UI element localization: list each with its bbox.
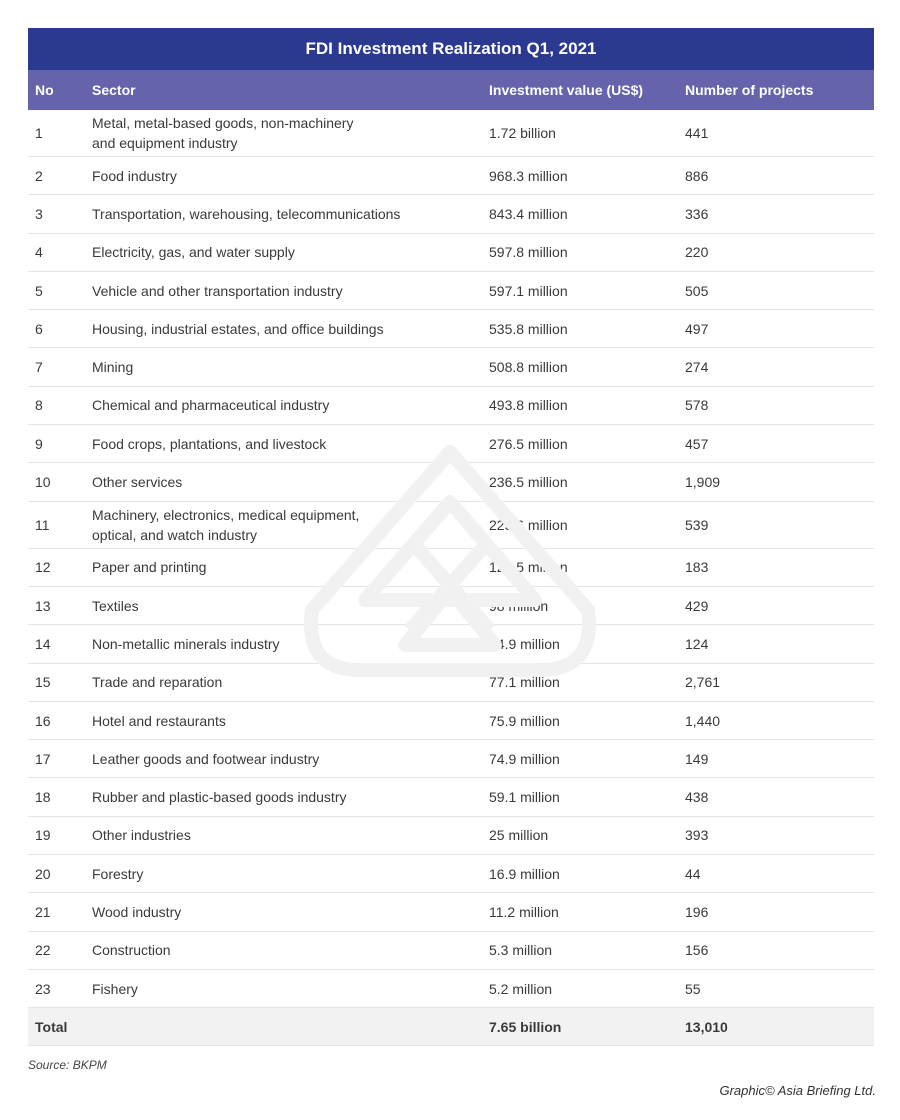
row-no: 23 — [35, 980, 51, 997]
table-row — [28, 893, 874, 931]
row-number-of-projects: 886 — [685, 167, 709, 184]
table-row — [28, 425, 874, 463]
table-row — [28, 740, 874, 778]
table-row — [28, 310, 874, 348]
row-sector: Mining — [92, 359, 134, 376]
row-investment-value: 74.9 million — [489, 750, 560, 767]
row-number-of-projects: 505 — [685, 282, 709, 299]
row-sector: Food crops, plantations, and livestock — [92, 435, 327, 452]
row-number-of-projects: 441 — [685, 125, 709, 141]
row-no: 19 — [35, 827, 51, 844]
row-number-of-projects: 393 — [685, 827, 709, 844]
row-investment-value: 535.8 million — [489, 320, 568, 337]
row-sector: Chemical and pharmaceutical industry — [92, 397, 330, 414]
row-number-of-projects: 497 — [685, 320, 709, 337]
row-sector: Metal, metal-based goods, non-machinery and equipment industry — [92, 115, 354, 151]
table-body — [28, 110, 874, 1008]
row-no: 6 — [35, 320, 43, 337]
row-investment-value: 508.8 million — [489, 359, 568, 376]
table-row — [28, 625, 874, 663]
row-no: 8 — [35, 397, 43, 414]
row-number-of-projects: 274 — [685, 359, 709, 376]
table-row — [28, 702, 874, 740]
row-no: 20 — [35, 865, 51, 882]
row-sector: Housing, industrial estates, and office buildings — [92, 320, 384, 337]
row-investment-value: 25 million — [489, 827, 549, 844]
row-investment-value: 16.9 million — [489, 865, 560, 882]
row-investment-value: 75.9 million — [489, 712, 560, 729]
row-investment-value: 98 million — [489, 597, 549, 614]
row-investment-value: 1.72 billion — [489, 125, 556, 141]
row-sector: Forestry — [92, 865, 144, 882]
total-label: Total — [35, 1018, 68, 1035]
row-sector: Non-metallic minerals industry — [92, 635, 280, 652]
row-sector: Construction — [92, 942, 171, 959]
row-sector: Other services — [92, 474, 183, 491]
row-sector: Electricity, gas, and water supply — [92, 244, 295, 261]
row-sector: Rubber and plastic-based goods industry — [92, 789, 347, 806]
row-no: 22 — [35, 942, 51, 959]
row-sector: Machinery, electronics, medical equipment, optical, and watch industry — [92, 506, 360, 543]
header-sector: Sector — [92, 82, 136, 98]
row-investment-value: 597.8 million — [489, 244, 568, 261]
row-sector: Transportation, warehousing, telecommunications — [92, 205, 401, 222]
row-number-of-projects: 438 — [685, 789, 709, 806]
row-investment-value: 493.8 million — [489, 397, 568, 414]
table-row — [28, 195, 874, 233]
row-number-of-projects: 1,440 — [685, 712, 721, 729]
row-no: 14 — [35, 635, 51, 652]
row-investment-value: 225.6 million — [489, 516, 568, 533]
row-sector: Wood industry — [92, 903, 182, 920]
row-number-of-projects: 429 — [685, 597, 709, 614]
row-sector: Hotel and restaurants — [92, 712, 226, 729]
row-no: 15 — [35, 674, 51, 691]
row-number-of-projects: 149 — [685, 750, 709, 767]
row-number-of-projects: 220 — [685, 244, 709, 261]
row-number-of-projects: 156 — [685, 942, 709, 959]
row-no: 7 — [35, 359, 43, 376]
row-sector: Textiles — [92, 597, 139, 614]
table-row — [28, 549, 874, 587]
row-no: 17 — [35, 750, 51, 767]
row-number-of-projects: 336 — [685, 205, 709, 222]
row-no: 9 — [35, 435, 43, 452]
row-sector: Fishery — [92, 980, 138, 997]
row-no: 13 — [35, 597, 51, 614]
row-investment-value: 236.5 million — [489, 474, 568, 491]
row-investment-value: 84.9 million — [489, 635, 560, 652]
row-investment-value: 843.4 million — [489, 205, 568, 222]
row-sector: Trade and reparation — [92, 674, 223, 691]
table-row — [28, 234, 874, 272]
table-row — [28, 110, 874, 157]
graphic-credit: Graphic© Asia Briefing Ltd. — [719, 1083, 876, 1098]
row-number-of-projects: 196 — [685, 903, 709, 920]
row-no: 21 — [35, 903, 51, 920]
row-number-of-projects: 578 — [685, 397, 709, 414]
table-row — [28, 157, 874, 195]
header-no: No — [35, 82, 54, 98]
row-no: 11 — [35, 516, 50, 533]
row-no: 3 — [35, 205, 43, 222]
table-row — [28, 587, 874, 625]
row-investment-value: 123.5 million — [489, 559, 568, 576]
header-investment-value: Investment value (US$) — [489, 82, 644, 98]
row-sector: Vehicle and other transportation industry — [92, 282, 343, 299]
row-no: 5 — [35, 282, 43, 299]
row-investment-value: 597.1 million — [489, 282, 568, 299]
table-row — [28, 502, 874, 549]
row-number-of-projects: 183 — [685, 559, 709, 576]
row-investment-value: 77.1 million — [489, 674, 560, 691]
table-row — [28, 463, 874, 501]
table-header-row — [28, 70, 874, 110]
row-investment-value: 59.1 million — [489, 789, 560, 806]
row-investment-value: 276.5 million — [489, 435, 568, 452]
row-no: 16 — [35, 712, 51, 729]
row-number-of-projects: 457 — [685, 435, 709, 452]
total-row — [28, 1008, 874, 1046]
row-number-of-projects: 44 — [685, 865, 701, 882]
row-no: 4 — [35, 244, 43, 261]
row-investment-value: 968.3 million — [489, 167, 568, 184]
row-no: 10 — [35, 474, 51, 491]
total-value: 7.65 billion — [489, 1018, 562, 1035]
table-row — [28, 778, 874, 816]
row-investment-value: 11.2 million — [489, 903, 559, 920]
table-row — [28, 970, 874, 1008]
row-sector: Paper and printing — [92, 559, 207, 576]
row-number-of-projects: 539 — [685, 516, 709, 533]
row-investment-value: 5.3 million — [489, 942, 553, 959]
row-sector: Leather goods and footwear industry — [92, 750, 320, 767]
table-row — [28, 817, 874, 855]
table-row — [28, 387, 874, 425]
row-no: 18 — [35, 789, 51, 806]
row-sector: Food industry — [92, 167, 177, 184]
table-title: FDI Investment Realization Q1, 2021 — [28, 28, 874, 70]
total-projects: 13,010 — [685, 1018, 728, 1035]
row-number-of-projects: 124 — [685, 635, 709, 652]
table-row — [28, 855, 874, 893]
table-row — [28, 932, 874, 970]
row-number-of-projects: 1,909 — [685, 474, 721, 491]
table-row — [28, 348, 874, 386]
row-no: 1 — [35, 125, 43, 141]
header-number-of-projects: Number of projects — [685, 82, 814, 98]
table-row — [28, 272, 874, 310]
table-row — [28, 664, 874, 702]
fdi-table — [28, 28, 874, 1046]
source-note: Source: BKPM — [28, 1058, 107, 1072]
row-no: 2 — [35, 167, 43, 184]
row-number-of-projects: 55 — [685, 980, 701, 997]
row-number-of-projects: 2,761 — [685, 674, 721, 691]
row-investment-value: 5.2 million — [489, 980, 553, 997]
row-no: 12 — [35, 559, 51, 576]
row-sector: Other industries — [92, 827, 191, 844]
